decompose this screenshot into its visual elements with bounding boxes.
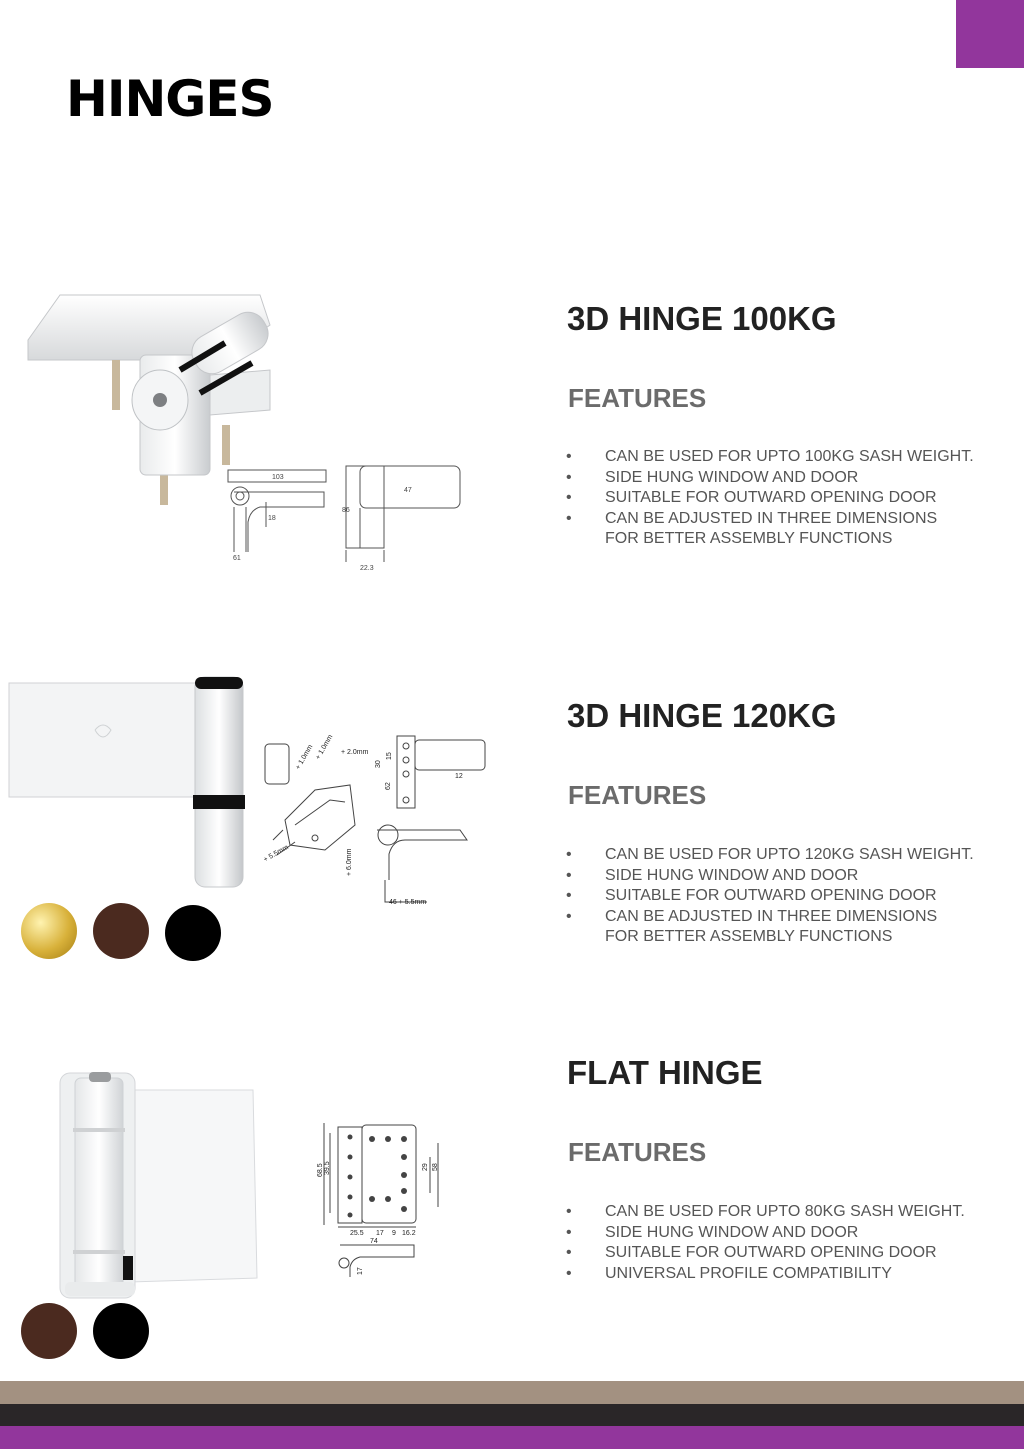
features-heading: FEATURES bbox=[568, 383, 707, 413]
footer-band-dark bbox=[0, 1404, 1024, 1426]
corner-accent bbox=[956, 0, 1024, 68]
dimension-label: 68.5 bbox=[317, 1163, 324, 1177]
dimension-label: + 1.0mm bbox=[294, 743, 315, 771]
feature-item-continuation: FOR BETTER ASSEMBLY FUNCTIONS bbox=[605, 530, 893, 548]
dimension-label: 86 bbox=[342, 507, 350, 514]
dimension-label: 30 bbox=[375, 760, 382, 768]
page-title: HINGES bbox=[66, 70, 274, 128]
feature-list bbox=[566, 845, 974, 948]
feature-item: • SIDE HUNG WINDOW AND DOOR bbox=[566, 866, 859, 884]
finish-black-swatch bbox=[165, 905, 221, 961]
feature-item: • SUITABLE FOR OUTWARD OPENING DOOR bbox=[566, 489, 937, 507]
feature-item: • CAN BE ADJUSTED IN THREE DIMENSIONS bbox=[566, 907, 938, 925]
dimension-label: 12 bbox=[455, 773, 463, 780]
dimension-label: 17 bbox=[357, 1267, 364, 1275]
dimension-label: 18 bbox=[268, 515, 276, 522]
dimension-label: + 5.5mm bbox=[262, 843, 290, 864]
feature-list bbox=[566, 1202, 965, 1284]
dimension-label: 29 bbox=[422, 1163, 429, 1171]
flat-hinge-photo bbox=[55, 1068, 265, 1300]
dimension-label: 22.3 bbox=[360, 565, 374, 572]
feature-item: • CAN BE USED FOR UPTO 80KG SASH WEIGHT. bbox=[566, 1203, 965, 1220]
dimension-label: 17 bbox=[376, 1230, 384, 1237]
dimension-label: 25.5 bbox=[350, 1230, 364, 1237]
feature-item: • CAN BE USED FOR UPTO 120KG SASH WEIGHT. bbox=[566, 846, 974, 863]
dimension-label: 16.2 bbox=[402, 1230, 416, 1237]
features-heading: FEATURES bbox=[568, 1137, 707, 1167]
feature-list bbox=[566, 447, 974, 550]
feature-item: • CAN BE USED FOR UPTO 100KG SASH WEIGHT. bbox=[566, 448, 974, 465]
dimension-label: 74 bbox=[370, 1238, 378, 1245]
footer-band-tan bbox=[0, 1381, 1024, 1404]
product-title: 3D HINGE 100KG bbox=[567, 300, 837, 337]
dimension-label: 9 bbox=[392, 1230, 396, 1237]
footer-band-purple bbox=[0, 1426, 1024, 1449]
feature-item: • UNIVERSAL PROFILE COMPATIBILITY bbox=[566, 1264, 892, 1282]
feature-item: • SUITABLE FOR OUTWARD OPENING DOOR bbox=[566, 1244, 937, 1262]
dimension-label: + 6.0mm bbox=[346, 848, 353, 876]
feature-item: • CAN BE ADJUSTED IN THREE DIMENSIONS bbox=[566, 509, 938, 527]
dimension-label: 47 bbox=[404, 487, 412, 494]
product-title: 3D HINGE 120KG bbox=[567, 697, 837, 734]
dimension-label: 61 bbox=[233, 555, 241, 562]
hinge-100kg-drawing bbox=[220, 462, 470, 574]
finish-brown-swatch bbox=[93, 903, 149, 959]
dimension-label: 103 bbox=[272, 474, 284, 481]
finish-gold-swatch bbox=[21, 903, 77, 959]
dimension-label: 46 + 5.5mm bbox=[389, 899, 427, 906]
finish-brown-swatch bbox=[21, 1303, 77, 1359]
hinge-120kg-drawing bbox=[255, 730, 500, 910]
finish-black-swatch bbox=[93, 1303, 149, 1359]
dimension-label: 39.5 bbox=[324, 1161, 331, 1175]
feature-item: • SIDE HUNG WINDOW AND DOOR bbox=[566, 1223, 859, 1241]
dimension-label: 58 bbox=[432, 1163, 439, 1171]
dimension-label: 15 bbox=[386, 752, 393, 760]
hinge-120kg-photo bbox=[5, 675, 250, 895]
product-title: FLAT HINGE bbox=[567, 1054, 763, 1091]
feature-item: • SUITABLE FOR OUTWARD OPENING DOOR bbox=[566, 887, 937, 905]
dimension-label: + 2.0mm bbox=[341, 749, 369, 756]
feature-item-continuation: FOR BETTER ASSEMBLY FUNCTIONS bbox=[605, 928, 893, 946]
features-heading: FEATURES bbox=[568, 780, 707, 810]
dimension-label: 62 bbox=[385, 782, 392, 790]
feature-item: • SIDE HUNG WINDOW AND DOOR bbox=[566, 468, 859, 486]
dimension-label: + 1.0mm bbox=[314, 733, 335, 761]
flat-hinge-drawing bbox=[310, 1115, 450, 1290]
